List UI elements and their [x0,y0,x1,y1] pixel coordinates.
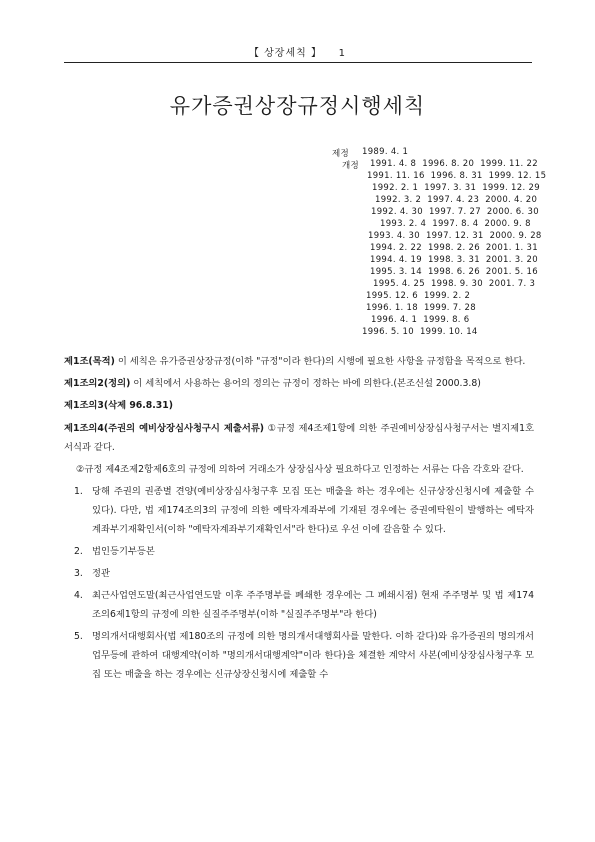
history-line: 1995. 4. 25 1998. 9. 30 2001. 7. 3 [373,279,536,289]
history-line: 1991. 4. 8 1996. 8. 20 1999. 11. 22 [370,159,538,169]
article-1-2 [64,374,534,393]
article-1-4 [64,419,534,457]
item-number: 5. [74,631,83,642]
regulation-body [64,352,534,687]
article-text: 이 세칙에서 사용하는 용어의 정의는 규정이 정하는 바에 의한다.(본조신설 2000.3.8) [130,378,481,389]
document-title: 유가증권상장규정시행세칙 [169,94,426,118]
list-item [64,482,534,539]
history-line: 1994. 2. 22 1998. 2. 26 2001. 1. 31 [370,243,538,253]
history-line: 1996. 1. 18 1999. 7. 28 [366,303,476,313]
enacted-date: 1989. 4. 1 [362,147,409,157]
article-1-4-paragraph-2: ②규정 제4조제2항제6호의 규정에 의하여 거래소가 상장심사상 필요하다고 인정하는 서류는 다음 각호와 같다. [76,464,524,475]
article-text: ①규정 제4조제1항에 의한 주권예비상장심사청구서는 별지제1호서식과 같다. [64,423,534,453]
history-line: 1996. 4. 1 1999. 8. 6 [371,315,470,325]
history-line: 1993. 4. 30 1997. 12. 31 2000. 9. 28 [368,231,542,241]
list-item [64,542,534,561]
article-1-3: 제1조의3(삭제 96.8.31) [64,400,173,411]
item-number: 1. [74,486,83,497]
article-text: 이 세칙은 유가증권상장규정(이하 "규정"이라 한다)의 시행에 필요한 사항을 규정함을 목적으로 한다. [114,356,526,367]
item-number: 2. [74,546,83,557]
history-line: 1992. 4. 30 1997. 7. 27 2000. 6. 30 [371,207,539,217]
history-line: 1993. 2. 4 1997. 8. 4 2000. 9. 8 [380,219,531,229]
revision-history [330,147,556,337]
article-heading: 제1조의4(주권의 예비상장심사청구시 제출서류) [64,423,265,434]
history-line: 1996. 5. 10 1999. 10. 14 [362,327,478,337]
item-text: 당해 주권의 권종별 견양(예비상장심사청구후 모집 또는 매출을 하는 경우에는 신규상장신청시에 제출할 수 있다). 다만, 법 제174조의3의 규정에 의한 예탁자계좌부에 기재된 경우에는 증권예탁원이 발행하는 예탁자계좌부기재확인서(이하 "예탁자계좌부기재확인서"라 한다)로 우선 이에 갈음할 수 있다. [92,486,534,535]
item-number: 3. [74,568,83,579]
list-item [64,627,534,684]
article-1 [64,352,534,371]
history-line: 1994. 4. 19 1998. 3. 31 2001. 3. 20 [370,255,538,265]
history-line: 1992. 2. 1 1997. 3. 31 1999. 12. 29 [372,183,540,193]
page-header [0,44,595,59]
item-text: 명의개서대행회사(법 제180조의 규정에 의한 명의개서대행회사를 말한다. 이하 같다)와 유가증권의 명의개서업무등에 관하여 대행계약(이하 "명의개서대행계약"이라 한다)을 체결한 계약서 사본(예비상장심사청구후 모집 또는 매출을 하는 경우에는 신규상장신청시에 제출할 수 [92,631,534,680]
history-line: 1991. 11. 16 1996. 8. 31 1999. 12. 15 [367,171,547,181]
history-line: 1995. 3. 14 1998. 6. 26 2001. 5. 16 [370,267,538,277]
list-item [64,564,534,583]
article-heading: 제1조(목적) [64,356,115,367]
history-line: 1995. 12. 6 1999. 2. 2 [366,291,471,301]
item-text: 법인등기부등본 [92,546,155,557]
enacted-label: 제정 [332,149,350,159]
page-number: 1 [338,48,347,59]
history-line: 1992. 3. 2 1997. 4. 23 2000. 4. 20 [375,195,538,205]
list-item [64,586,534,624]
header-rule [64,62,532,63]
item-text: 정관 [92,568,110,579]
item-text: 최근사업연도말(최근사업연도말 이후 주주명부를 폐쇄한 경우에는 그 폐쇄시점) 현재 주주명부 및 법 제174조의6제1항의 규정에 의한 실질주주명부(이하 "실질주주명부"라 한다) [92,590,534,620]
article-heading: 제1조의2(정의) [64,378,131,389]
header-label: 【 상장세칙 】 [248,48,322,59]
item-number: 4. [74,590,83,601]
amended-label: 개정 [342,161,360,171]
